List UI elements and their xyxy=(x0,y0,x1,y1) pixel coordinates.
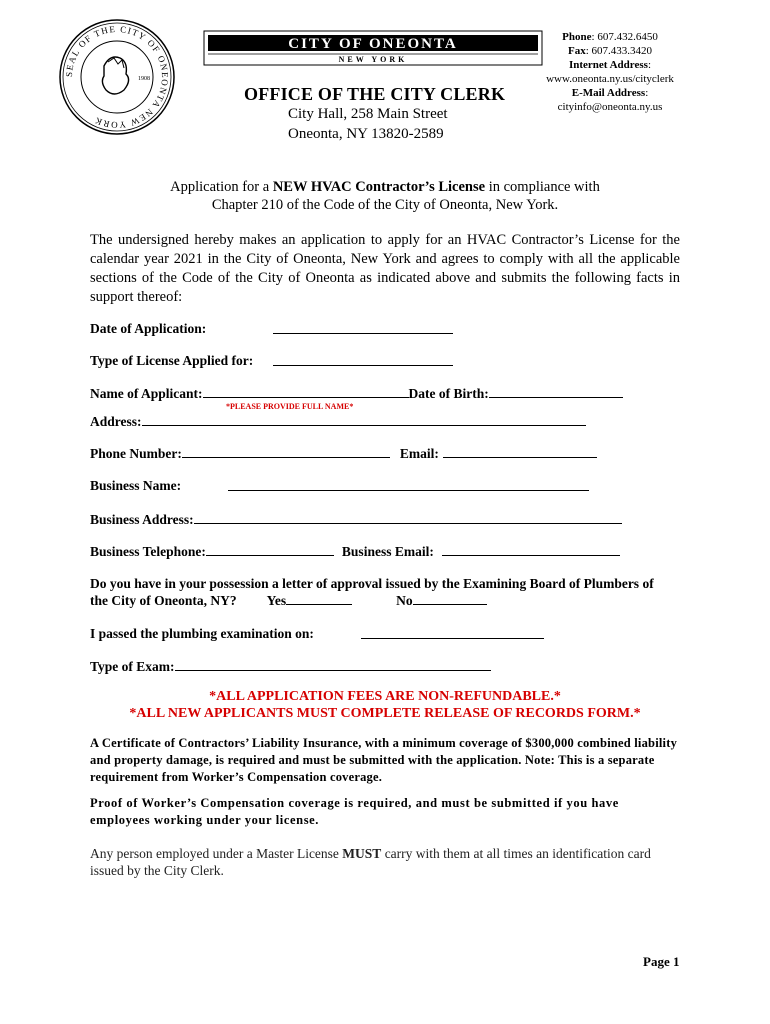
no-label: No xyxy=(396,593,413,608)
phone-number-label: Phone Number: xyxy=(90,446,182,461)
email-field[interactable] xyxy=(443,445,597,458)
city-seal-logo xyxy=(58,18,176,136)
business-name-field[interactable] xyxy=(228,478,589,491)
city-banner-logo xyxy=(203,30,543,66)
seal-year: 1908 xyxy=(138,76,150,82)
business-email-label: Business Email: xyxy=(341,544,434,559)
business-telephone-field[interactable] xyxy=(206,543,334,556)
approval-question: Do you have in your possession a letter of approval issued by the Examining Board of Plumbers of the City of Oneonta, NY? Yes No xyxy=(90,576,654,608)
fax-label: Fax xyxy=(567,45,586,57)
license-type-field[interactable] xyxy=(273,353,453,366)
business-address-field[interactable] xyxy=(194,511,622,524)
internet-label: Internet Address xyxy=(568,59,648,71)
address-field[interactable] xyxy=(142,413,586,426)
exam-date-field[interactable] xyxy=(361,626,544,639)
yes-label: Yes xyxy=(266,593,287,608)
applicant-name-row xyxy=(90,385,623,402)
business-name-row xyxy=(90,478,181,494)
license-type-row xyxy=(90,353,253,369)
business-address-row xyxy=(90,511,622,528)
office-title: OFFICE OF THE CITY CLERK xyxy=(244,84,506,104)
exam-type-label: Type of Exam: xyxy=(90,659,175,674)
date-of-application-label: Date of Application: xyxy=(90,321,207,336)
exam-type-field[interactable] xyxy=(175,658,491,671)
applicant-name-label: Name of Applicant: xyxy=(90,386,203,401)
full-name-note: *PLEASE PROVIDE FULL NAME* xyxy=(226,402,354,411)
date-of-application-row xyxy=(90,321,206,337)
release-notice: *ALL NEW APPLICANTS MUST COMPLETE RELEASE OF RECORDS FORM.* xyxy=(129,706,641,721)
business-address-label: Business Address: xyxy=(90,512,194,527)
seal-text: SEAL OF THE CITY OF ONEONTA NEW YORK xyxy=(63,23,171,131)
website-link[interactable]: www.oneonta.ny.us/cityclerk xyxy=(546,73,674,85)
fax-value: : 607.433.3420 xyxy=(585,45,653,57)
business-name-label: Business Name: xyxy=(90,478,182,493)
exam-date-row xyxy=(90,626,314,642)
phone-number-field[interactable] xyxy=(182,445,390,458)
exam-date-label: I passed the plumbing examination on: xyxy=(90,626,314,641)
email-field-label: Email: xyxy=(399,446,439,461)
exam-type-row xyxy=(90,658,491,675)
contact-info: Phone: 607.432.6450 Fax: 607.433.3420 Internet Address: www.oneonta.ny.us/cityclerk E-Mail Address: cityinfo@oneonta.ny.us xyxy=(520,30,700,114)
workers-comp-requirement: Proof of Worker’s Compensation coverage is required, and must be submitted if you have employees working under your license. xyxy=(90,796,619,827)
applicant-statement: The undersigned hereby makes an application to apply for an HVAC Contractor’s License for the calendar year 2021 in the City of Oneonta, New York and agrees to comply with all the applicable sections of the Code of the City of Oneonta as indicated above and submits the following facts in support thereof: xyxy=(90,232,680,305)
insurance-requirement: A Certificate of Contractors’ Liability Insurance, with a minimum coverage of $300,000 combined liability and property damage, is required and must be submitted with the application. Note: This is a separate requirement from Worker’s Compensation coverage. xyxy=(90,736,678,784)
license-type-label: Type of License Applied for: xyxy=(90,353,254,368)
page-number: Page 1 xyxy=(643,954,680,969)
email-link[interactable]: cityinfo@oneonta.ny.us xyxy=(557,101,663,113)
id-card-notice: Any person employed under a Master License MUST carry with them at all times an identification card issued by the City Clerk. xyxy=(90,846,651,878)
business-telephone-label: Business Telephone: xyxy=(90,544,206,559)
banner-title: CITY OF ONEONTA xyxy=(288,36,458,52)
svg-text:SEAL OF THE CITY OF ONEONTA NE xyxy=(64,24,170,130)
application-intro: Application for a NEW HVAC Contractor’s License in compliance with Chapter 210 of the Code of the City of Oneonta, New York. xyxy=(170,179,600,213)
yes-field[interactable] xyxy=(286,592,352,605)
applicant-name-field[interactable] xyxy=(203,385,409,398)
no-field[interactable] xyxy=(413,592,487,605)
phone-value: : 607.432.6450 xyxy=(591,31,658,43)
office-address: City Hall, 258 Main Street Oneonta, NY 13820-2589 xyxy=(288,106,448,142)
email-label: E-Mail Address xyxy=(571,87,646,99)
date-of-application-field[interactable] xyxy=(273,321,453,334)
fees-notice: *ALL APPLICATION FEES ARE NON-REFUNDABLE.* xyxy=(209,689,561,704)
business-email-field[interactable] xyxy=(442,543,620,556)
business-contact-row xyxy=(90,543,620,560)
date-of-birth-label: Date of Birth: xyxy=(408,386,489,401)
address-label: Address: xyxy=(90,414,142,429)
phone-label: Phone xyxy=(562,31,592,43)
address-row xyxy=(90,413,586,430)
phone-email-row xyxy=(90,445,597,462)
banner-subtitle: NEW YORK xyxy=(338,55,408,64)
date-of-birth-field[interactable] xyxy=(489,385,623,398)
